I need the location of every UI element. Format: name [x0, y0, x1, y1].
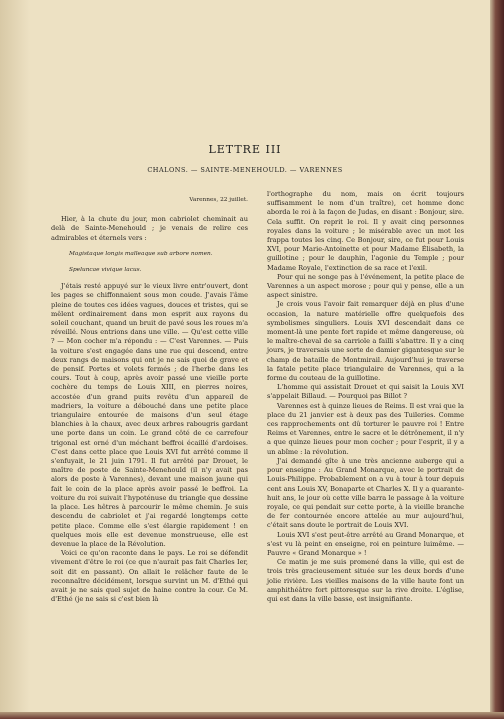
paragraph: Ce matin je me suis promené dans la ville, qui est de trois très gracieusement située sur les deux bords d'une jolie rivière. Les vieilles maisons de la ville haute font un amphithéâtre fort pittoresque sur la rive droite. L'église, qui est dans la ville basse, est insignifiante. [267, 558, 464, 603]
paragraph: Hier, à la chute du jour, mon cabriolet cheminait au delà de Sainte-Menehould ; je venais de relire ces admirables et éternels vers : [51, 215, 248, 242]
right-text-column [267, 190, 464, 604]
verse-line: Magistaque longis malleaque sub arbore nomen. [69, 250, 213, 257]
left-text-column [51, 190, 248, 604]
paragraph: Voici ce qu'on raconte dans le pays. Le roi se défendit vivement d'être le roi (ce que n'aurait pas fait Charles Ier, soit dit en passant). On allait le relâcher faute de le reconnaître décidément, lorsque survint un M. d'Ethé qui avait je ne sais quel sujet de haine contre la cour. Ce M. d'Ethé (je ne sais si c'est bien là [51, 549, 248, 604]
paragraph: Pour qui ne songe pas à l'événement, la petite place de Varennes a un aspect morose ; pour qui y pense, elle a un aspect sinistre. [267, 272, 464, 300]
dateline: Varennes, 22 juillet. [189, 197, 248, 203]
paragraph: J'étais resté appuyé sur le vieux livre entr'ouvert, dont les pages se chiffonnaient sous mon coude. J'avais l'âme pleine de toutes ces idées vagues, douces et tristes, qui se mêlent ordinairement dans mon esprit aux rayons du soleil couchant, quand un bruit de pavé sous les roues m'a réveillé. Nous entrions dans une ville. — Qu'est cette ville ? — Mon cocher m'a répondu : — C'est Varennes. — Puis la voiture s'est engagée dans une rue qui descend, entre deux rangs de maisons qui ont je ne sais quoi de grave et de pensif. Portes et volets fermés ; de l'herbe dans les cours. Tout à coup, après avoir passé une vieille porte cochère du temps de Louis XIII, en pierres noires, accostée d'un grand puits revêtu d'un appareil de madriers, la voiture a débouché dans une petite place triangulaire entourée de maisons d'un seul étage blanchies à la chaux, avec deux arbres rabougris gardant une porte dans un coin. Le grand côté de ce carrefour trigonal est orné d'un méchant beffroi écaillé d'ardoises. C'est dans cette place que Louis XVI fut arrêté comme il s'enfuyait, le 21 juin 1791. Il fut arrêté par Drouet, le maître de poste de Sainte-Menehould (il n'y avait pas alors de poste à Varennes), devant une maison jaune qui fait le coin de la place après avoir passé le beffroi. La voiture du roi suivait l'hypoténuse du triangle que dessine la place. Les hêtres à parcourir le même chemin. Je suis descendu de cabriolet et j'ai regardé longtemps cette petite place. Comme elle s'est élargie rapidement ! en quelques mois elle est devenue monstrueuse, elle est devenue la place de la Révolution. [51, 282, 248, 548]
book-spine [490, 0, 504, 719]
paragraph: Je crois vous l'avoir fait remarquer déjà en plus d'une occasion, la nature matérielle offre quelquefois des symbolismes singuliers. Louis XVI descendait dans ce moment-là une pente fort rapide et même dangereuse, où le maître-cheval de sa carriole a failli s'abattre. Il y a cinq jours, je traversais une sorte de damier gigantesque sur le champ de bataille de Montmirail. Aujourd'hui je traverse la fatale petite place triangulaire de Varennes, qui a la forme du couteau de la guillotine. [267, 300, 464, 383]
page-bottom-edge [0, 712, 504, 719]
paragraph: Varennes est à quinze lieues de Reims. Il est vrai que la place du 21 janvier est à deux pas des Tuileries. Comme ces rapprochements ont dû torturer le pauvre roi ! Entre Reims et Varennes, entre le sacre et le détrônement, il n'y a que quinze lieues pour mon cocher ; pour l'esprit, il y a un abîme : la révolution. [267, 401, 464, 456]
paragraph: Louis XVI s'est peut-être arrêté au Grand Monarque, et s'est vu là peint en enseigne, roi en peinture luimême. — Pauvre « Grand Monarque » ! [267, 530, 464, 557]
letter-subtitle: CHALONS. — SAINTE-MENEHOULD. — VARENNES [147, 166, 343, 174]
letter-title: LETTRE III [208, 143, 282, 156]
paragraph: L'homme qui assistait Drouet et qui saisit la Louis XVI s'appelait Billaud. — Pourquoi pas Billot ? [267, 383, 464, 401]
paragraph: l'orthographe du nom, mais on écrit toujours suffisamment le nom d'un traître), cet homme donc aborda le roi à la façon de Judas, en disant : Bonjour, sire. Cela suffit. On reprit le roi. Il y avait cinq personnes royales dans la voiture ; le misérable avec un mot les frappa toutes les cinq. Ce Bonjour, sire, ce fut pour Louis XVI, pour Marie-Antoinette et pour Madame Élisabeth, la guillotine ; pour le dauphin, l'agonie du Temple ; pour Madame Royale, l'extinction de sa race et l'exil. [267, 190, 464, 272]
paragraph: J'ai demandé gîte à une très ancienne auberge qui a pour enseigne : Au Grand Monarque, avec le portrait de Louis-Philippe. Probablement on a vu à tour à tour depuis cent ans Louis XV, Bonaparte et Charles X. Il y a quarante-huit ans, le jour où cette ville barra le passage à la voiture royale, ce qui pendait sur cette porte, à la vieille branche de fer contournée encore attelée au mur aujourd'hui, c'était sans doute le portrait de Louis XVI. [267, 456, 464, 530]
verse-line: Speluncae vivique lacus. [69, 267, 142, 274]
page-fold-shadow [0, 0, 30, 712]
